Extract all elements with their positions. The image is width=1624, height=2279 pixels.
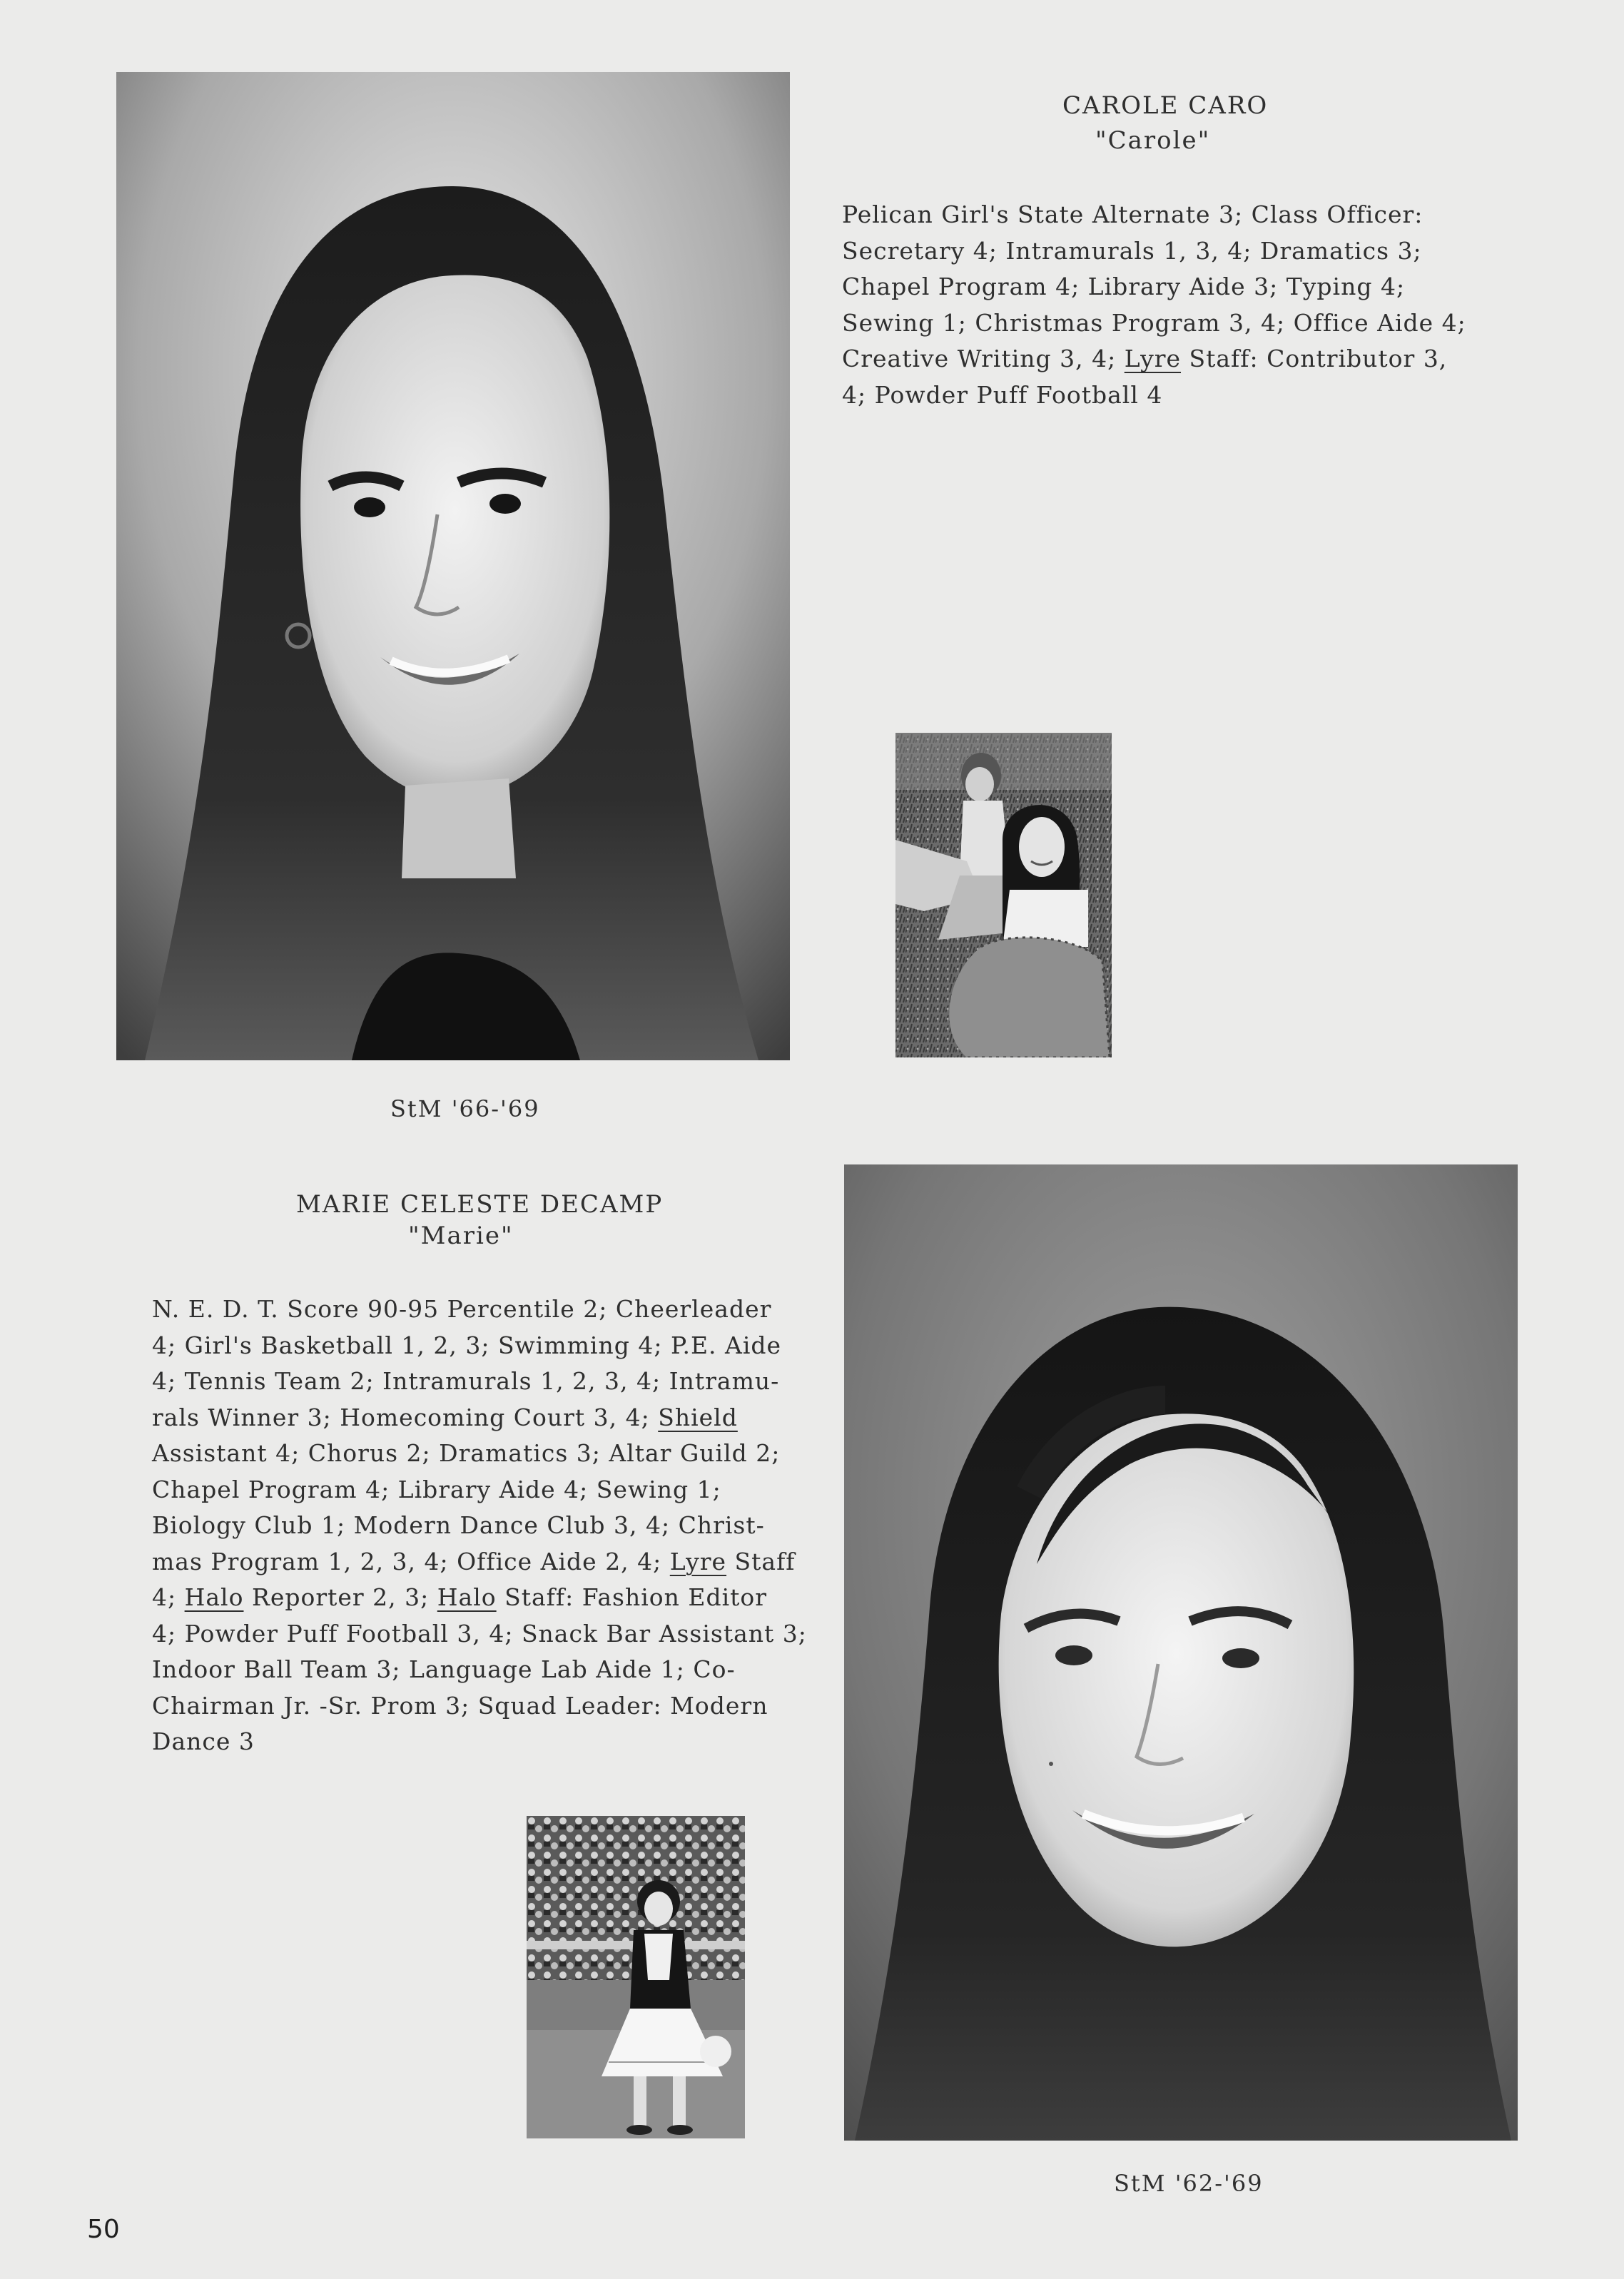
marie-bio-line: [152, 1400, 807, 1436]
carole-bio-line: [842, 305, 1466, 342]
carole-years: StM '66-'69: [390, 1095, 540, 1122]
bio-text: Sewing 1; Christmas Program 3, 4; Office Aide 4;: [842, 308, 1466, 337]
publication-title: Shield: [658, 1403, 738, 1431]
bio-text: mas Program 1, 2, 3, 4; Office Aide 2, 4;: [152, 1547, 670, 1575]
marie-nickname: "Marie": [408, 1222, 514, 1250]
carole-name: CAROLE CARO: [1062, 91, 1269, 120]
publication-title: Lyre: [669, 1547, 727, 1575]
bio-text: Pelican Girl's State Alternate 3; Class Officer:: [842, 201, 1423, 228]
bio-text: 4;: [152, 1583, 185, 1611]
marie-bio-line: [152, 1616, 807, 1653]
marie-bio-line: [152, 1364, 807, 1400]
marie-bio-line: [152, 1652, 807, 1688]
marie-portrait-photo: [844, 1164, 1518, 2141]
bio-text: 4; Powder Puff Football 3, 4; Snack Bar Assistant 3;: [152, 1619, 807, 1648]
bio-text: Creative Writing 3, 4;: [842, 345, 1125, 372]
carole-nickname: "Carole": [1095, 126, 1211, 155]
publication-title: Halo: [184, 1583, 244, 1611]
marie-bio-line: [152, 1688, 807, 1725]
marie-name: MARIE CELESTE DECAMP: [296, 1190, 664, 1219]
bio-text: Indoor Ball Team 3; Language Lab Aide 1; Co-: [152, 1655, 736, 1683]
bio-text: rals Winner 3; Homecoming Court 3, 4;: [152, 1403, 659, 1431]
marie-bio-line: [152, 1436, 807, 1472]
bio-text: 4; Tennis Team 2; Intramurals 1, 2, 3, 4; Intramu-: [152, 1367, 780, 1395]
carole-portrait-photo: [116, 72, 790, 1060]
bio-text: Staff: [726, 1547, 796, 1575]
marie-bio-line: [152, 1328, 807, 1364]
marie-bio-line: [152, 1544, 807, 1580]
bio-text: Biology Club 1; Modern Dance Club 3, 4; Christ-: [152, 1511, 765, 1539]
bio-text: Chairman Jr. -Sr. Prom 3; Squad Leader: Modern: [152, 1691, 768, 1720]
page-number: 50: [87, 2215, 120, 2244]
bio-text: N. E. D. T. Score 90-95 Percentile 2; Cheerleader: [152, 1295, 772, 1323]
marie-cheerleader-photo: [527, 1816, 745, 2138]
marie-bio-line: [152, 1291, 807, 1328]
marie-bio-line: [152, 1724, 807, 1760]
bio-text: Assistant 4; Chorus 2; Dramatics 3; Altar Guild 2;: [152, 1439, 781, 1467]
publication-title: Lyre: [1124, 345, 1182, 372]
bio-text: Reporter 2, 3;: [243, 1583, 437, 1611]
publication-title: Halo: [437, 1583, 497, 1611]
carole-bio-line: [842, 197, 1466, 233]
carole-bio-line: [842, 377, 1466, 414]
marie-bio-line: [152, 1508, 807, 1544]
bio-text: 4; Powder Puff Football 4: [842, 380, 1163, 409]
carole-bio-line: [842, 233, 1466, 270]
bio-text: Dance 3: [152, 1727, 255, 1755]
marie-bio-line: [152, 1472, 807, 1508]
carole-candid-photo: [895, 733, 1112, 1057]
bio-text: Chapel Program 4; Library Aide 4; Sewing 1;: [152, 1475, 721, 1503]
carole-bio-line: [842, 341, 1466, 377]
bio-text: 4; Girl's Basketball 1, 2, 3; Swimming 4; P.E. Aide: [152, 1331, 782, 1359]
bio-text: Chapel Program 4; Library Aide 3; Typing 4;: [842, 273, 1406, 300]
bio-text: Staff: Contributor 3,: [1181, 345, 1448, 372]
marie-activities-text: [152, 1291, 807, 1760]
bio-text: Secretary 4; Intramurals 1, 3, 4; Dramatics 3;: [842, 236, 1422, 265]
carole-activities-text: [842, 197, 1466, 413]
marie-years: StM '62-'69: [1114, 2170, 1264, 2197]
marie-bio-line: [152, 1580, 807, 1616]
carole-bio-line: [842, 269, 1466, 305]
bio-text: Staff: Fashion Editor: [496, 1583, 768, 1611]
